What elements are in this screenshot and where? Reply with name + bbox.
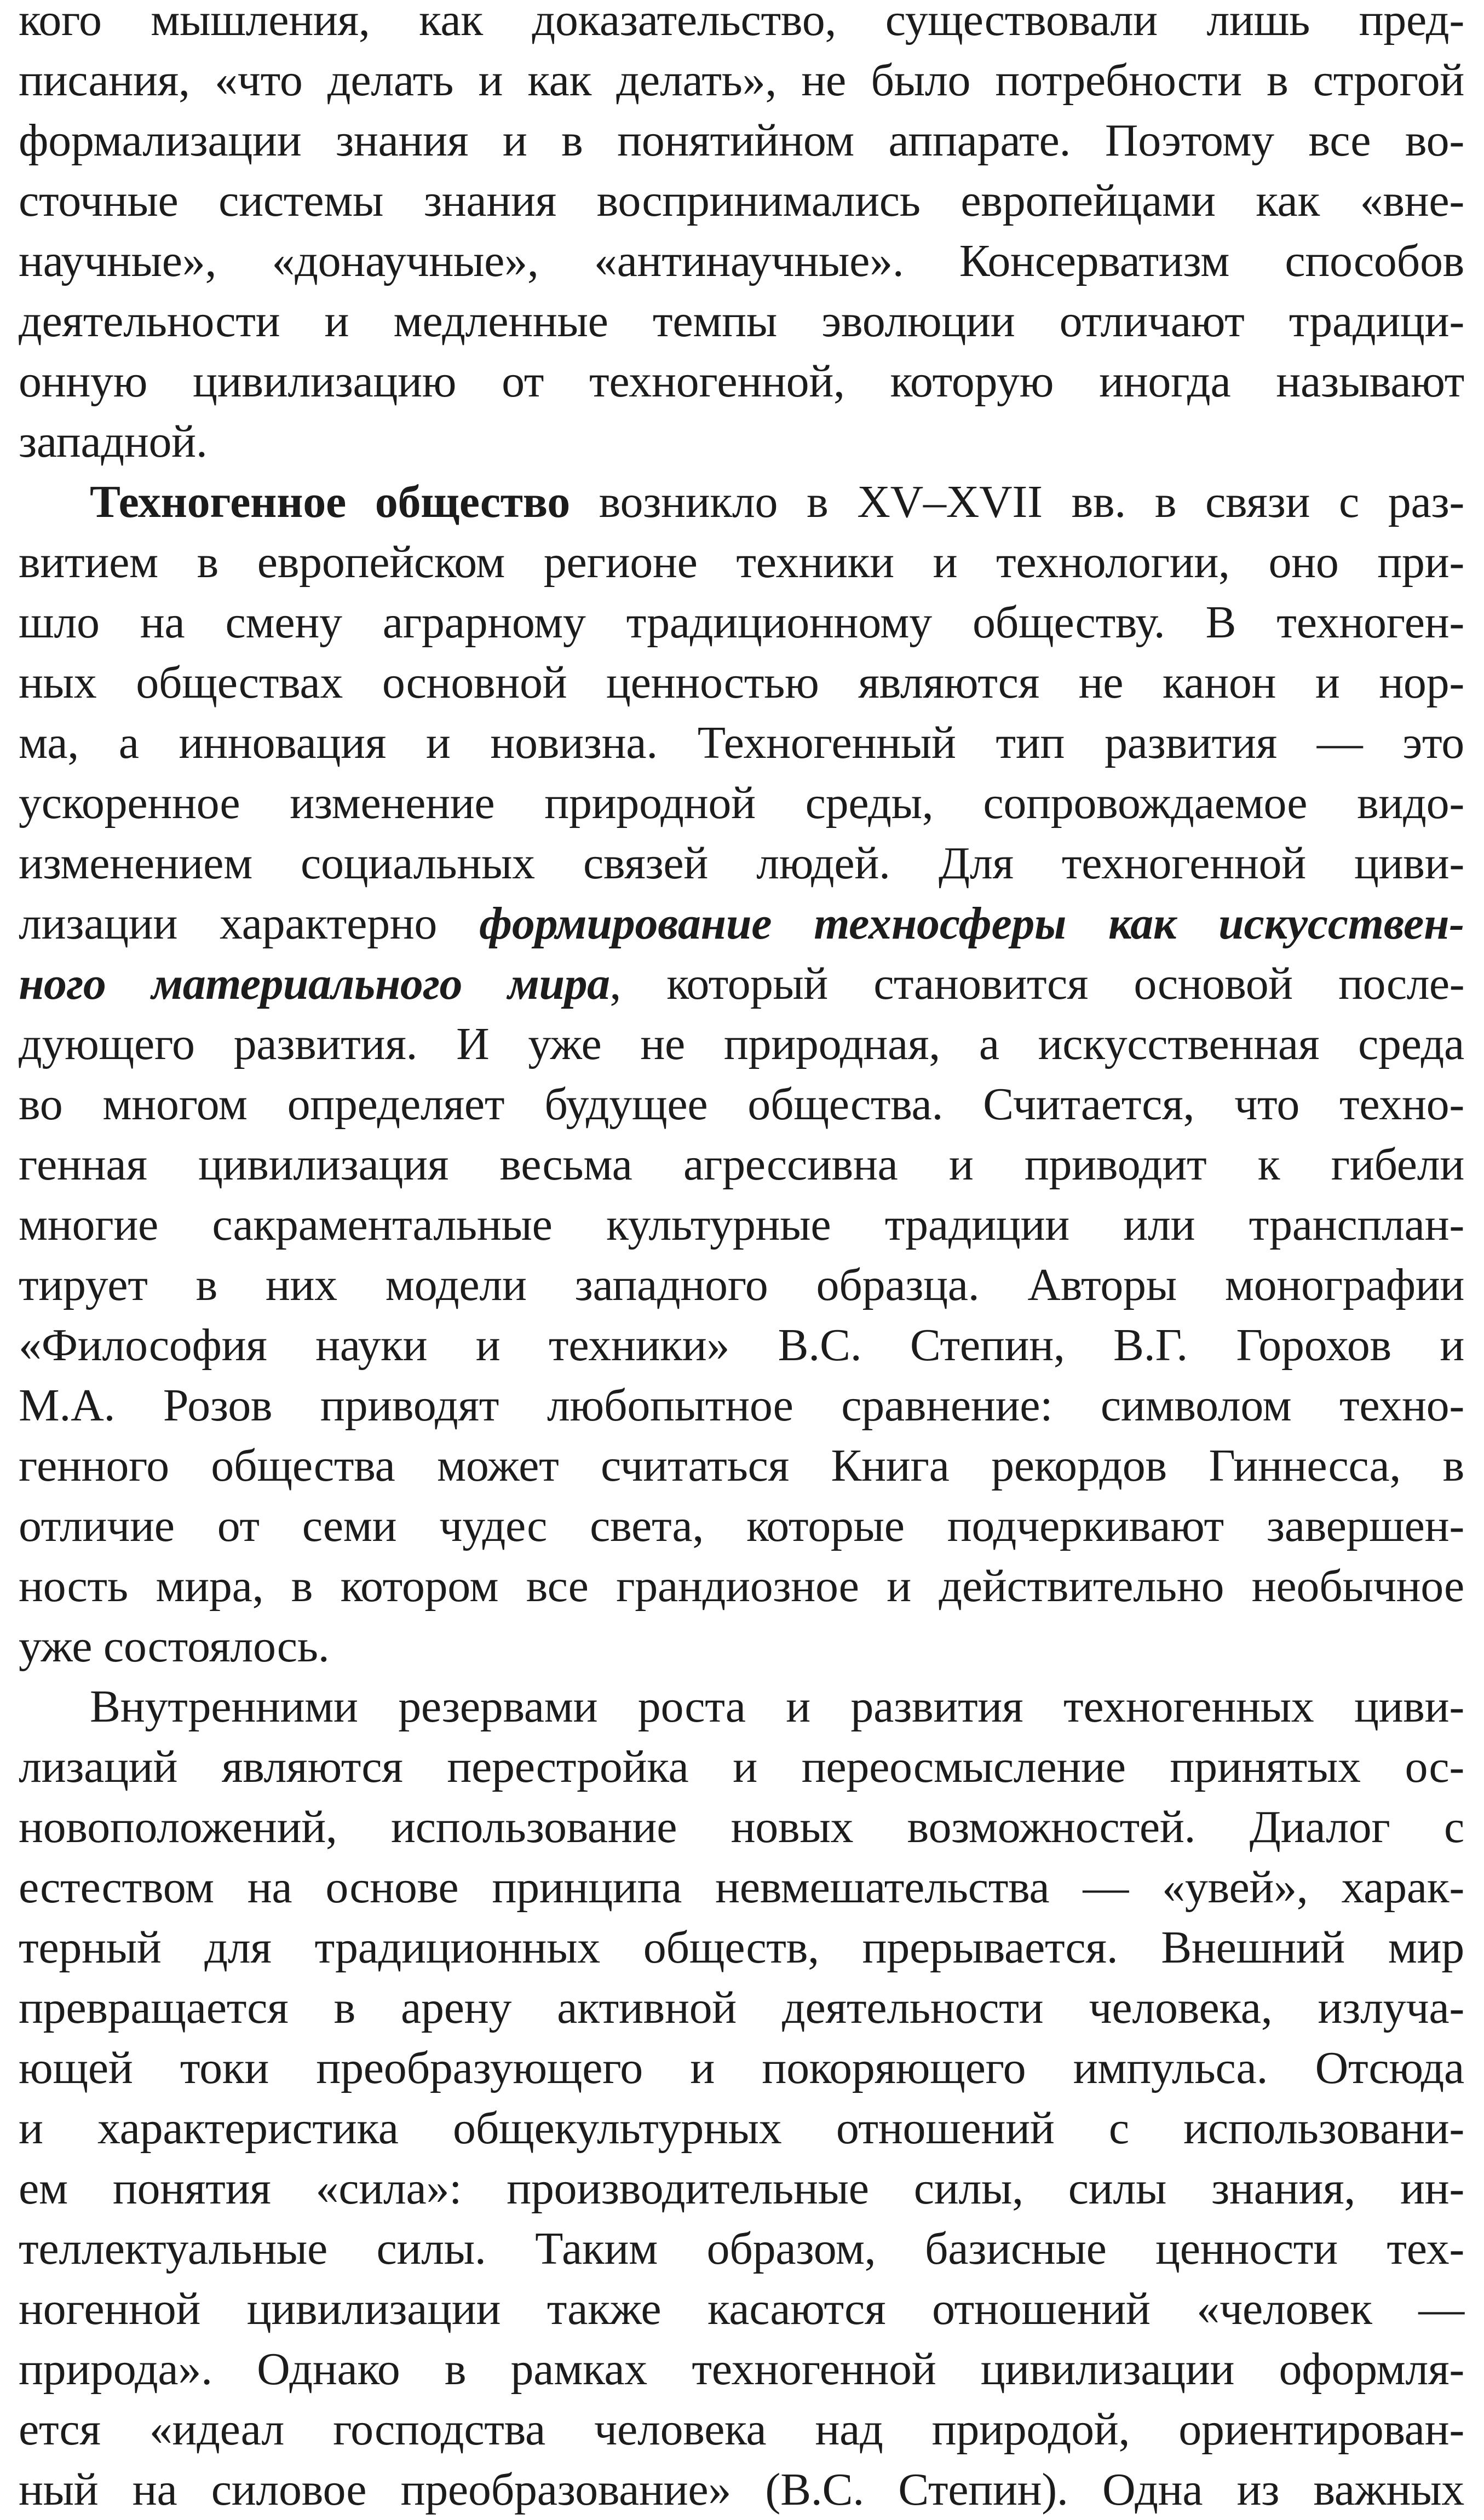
text-line: теллектуальные силы. Таким образом, базисные ценности тех- [19,2223,1464,2274]
text-line: многие сакраментальные культурные традиции или трансплан- [19,1199,1464,1250]
text-line: ется «идеал господства человека над природой, ориентирован- [19,2404,1464,2455]
text-line: ных обществах основной ценностью являются не канон и нор- [19,657,1464,708]
text-line: во многом определяет будущее общества. Считается, что техно- [19,1079,1464,1130]
text-line: онную цивилизацию от техногенной, которую иногда называют [19,356,1464,407]
text-line: ный на силовое преобразование» (В.С. Степин). Одна из важных [19,2464,1464,2515]
text-line: новоположений, использование новых возможностей. Диалог с [19,1802,1464,1852]
text-line: и характеристика общекультурных отношений с использовани- [19,2103,1464,2154]
emphasis-text: формирование техносферы как искусствен- [479,898,1464,949]
text-line: терный для традиционных обществ, прерывается. Внешний мир [19,1922,1464,1973]
text-line: ем понятия «сила»: производительные силы, силы знания, ин- [19,2163,1464,2214]
text-line: витием в европейском регионе техники и технологии, оно при- [19,537,1464,588]
text-line: лизаций являются перестройка и переосмысление принятых ос- [19,1741,1464,1792]
text-line: Внутренними резервами роста и развития техногенных циви- [90,1681,1464,1732]
text-line: изменением социальных связей людей. Для техногенной циви- [19,838,1464,889]
text-line: превращается в арену активной деятельности человека, излуча- [19,1982,1464,2033]
text-line: генная цивилизация весьма агрессивна и приводит к гибели [19,1139,1464,1190]
text-line: ность мира, в котором все грандиозное и действительно необычное [19,1561,1464,1612]
text-line: западной. [19,416,208,467]
text-line: лизации характерно формирование техносферы как искусствен- [19,898,1464,949]
text-line: природа». Однако в рамках техногенной цивилизации оформля- [19,2344,1464,2395]
text-line: дующего развития. И уже не природная, а искусственная среда [19,1019,1464,1069]
text-line: ногенной цивилизации также касаются отношений «человек — [19,2283,1464,2334]
text-line: генного общества может считаться Книга рекордов Гиннесса, в [19,1440,1464,1491]
text-line: ускоренное изменение природной среды, сопровождаемое видо- [19,778,1464,829]
emphasis-text: ного материального мира [19,958,610,1009]
text-line: тирует в них модели западного образца. Авторы монографии [19,1259,1464,1310]
text-column [19,0,1464,2520]
text-line: шло на смену аграрному традиционному обществу. В техноген- [19,597,1464,648]
text-line: М.А. Розов приводят любопытное сравнение: символом техно- [19,1380,1464,1431]
text-line: деятельности и медленные темпы эволюции отличают традици- [19,296,1464,347]
text-line: «Философия науки и техники» В.С. Степин, В.Г. Горохов и [19,1320,1464,1371]
text-line: ного материального мира, который становится основой после- [19,958,1464,1009]
text-line: сточные системы знания воспринимались европейцами как «вне- [19,175,1464,226]
text-line: писания, «что делать и как делать», не было потребности в строгой [19,55,1464,106]
text-line: ма, а инновация и новизна. Техногенный тип развития — это [19,717,1464,768]
text-line: естеством на основе принципа невмешательства — «увей», харак- [19,1862,1464,1913]
text-line: научные», «донаучные», «антинаучные». Консерватизм способов [19,235,1464,286]
text-line: отличие от семи чудес света, которые подчеркивают завершен- [19,1500,1464,1551]
text-line: формализации знания и в понятийном аппарате. Поэтому все во- [19,115,1464,166]
text-line: уже состоялось. [19,1621,330,1672]
bold-term: Техногенное общество [90,476,570,527]
text-line: ющей токи преобразующего и покоряющего импульса. Отсюда [19,2043,1464,2093]
text-line: Техногенное общество возникло в XV–XVII вв. в связи с раз- [90,476,1464,527]
text-line: кого мышления, как доказательство, существовали лишь пред- [19,0,1464,45]
